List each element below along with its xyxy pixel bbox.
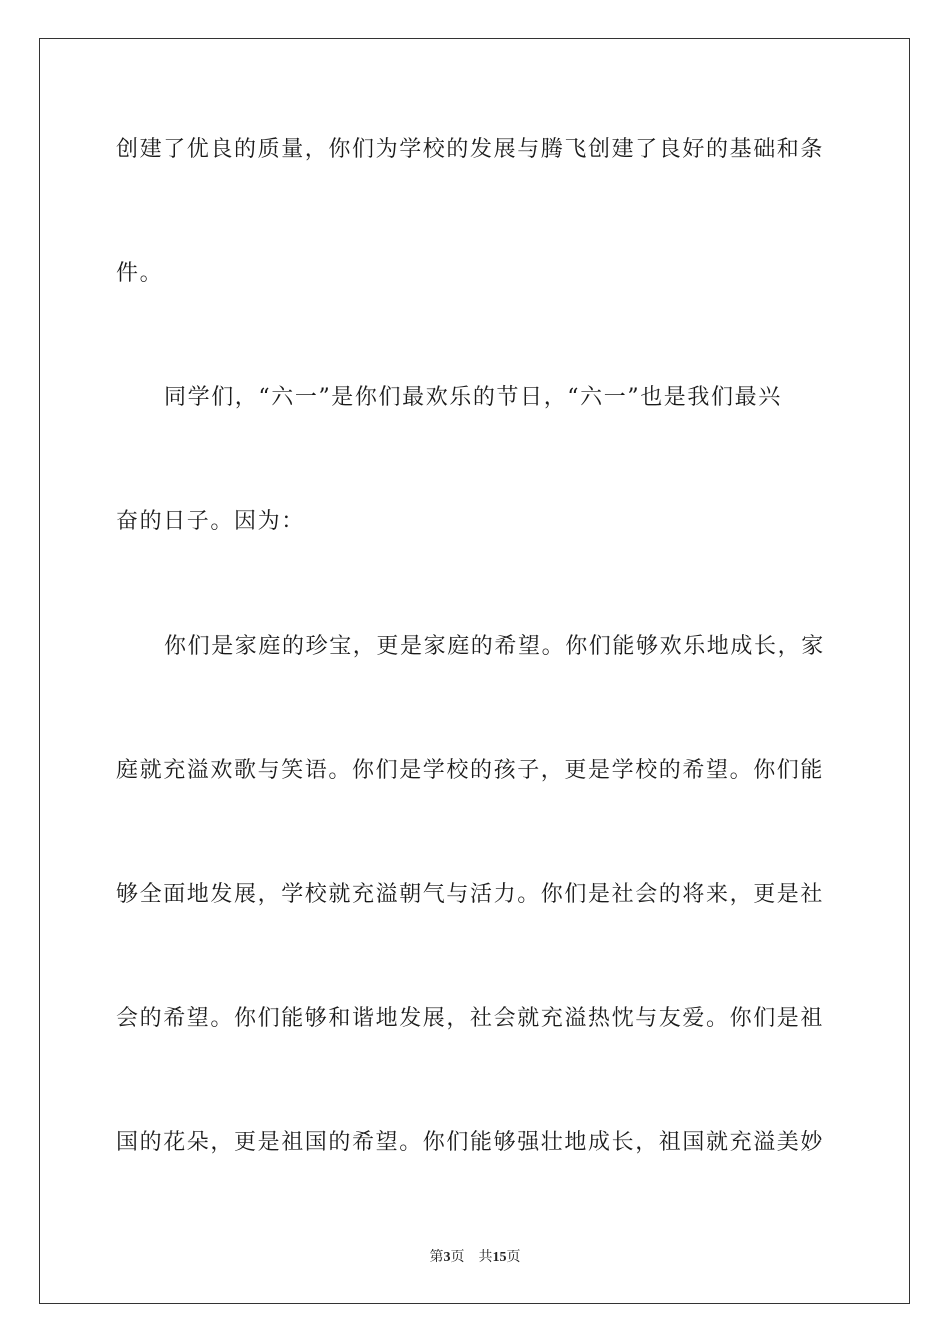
paragraph-start-line: 你们是家庭的珍宝，更是家庭的希望。你们能够欢乐地成长，家	[164, 634, 825, 659]
text-line: 庭就充溢欢歌与笑语。你们是学校的孩子，更是学校的希望。你们能	[116, 758, 825, 783]
total-pages: 15	[492, 1250, 507, 1265]
page-footer	[0, 1248, 950, 1267]
total-prefix: 共	[478, 1249, 493, 1265]
paragraph-start-line: 同学们，“六一”是你们最欢乐的节日，“六一”也是我们最兴	[164, 385, 782, 410]
text-line: 件。	[116, 261, 164, 286]
page-suffix: 页	[450, 1249, 465, 1265]
text-line: 会的希望。你们能够和谐地发展，社会就充溢热忱与友爱。你们是祖	[116, 1006, 825, 1031]
text-line: 够全面地发展，学校就充溢朝气与活力。你们是社会的将来，更是社	[116, 882, 825, 907]
text-line: 创建了优良的质量，你们为学校的发展与腾飞创建了良好的基础和条	[116, 137, 825, 162]
page-prefix: 第	[429, 1249, 444, 1265]
text-line: 国的花朵，更是祖国的希望。你们能够强壮地成长，祖国就充溢美妙	[116, 1130, 825, 1155]
page-number: 3	[443, 1250, 451, 1265]
text-line: 奋的日子。因为：	[116, 509, 305, 534]
page-border	[39, 38, 910, 1304]
total-suffix: 页	[506, 1249, 521, 1265]
